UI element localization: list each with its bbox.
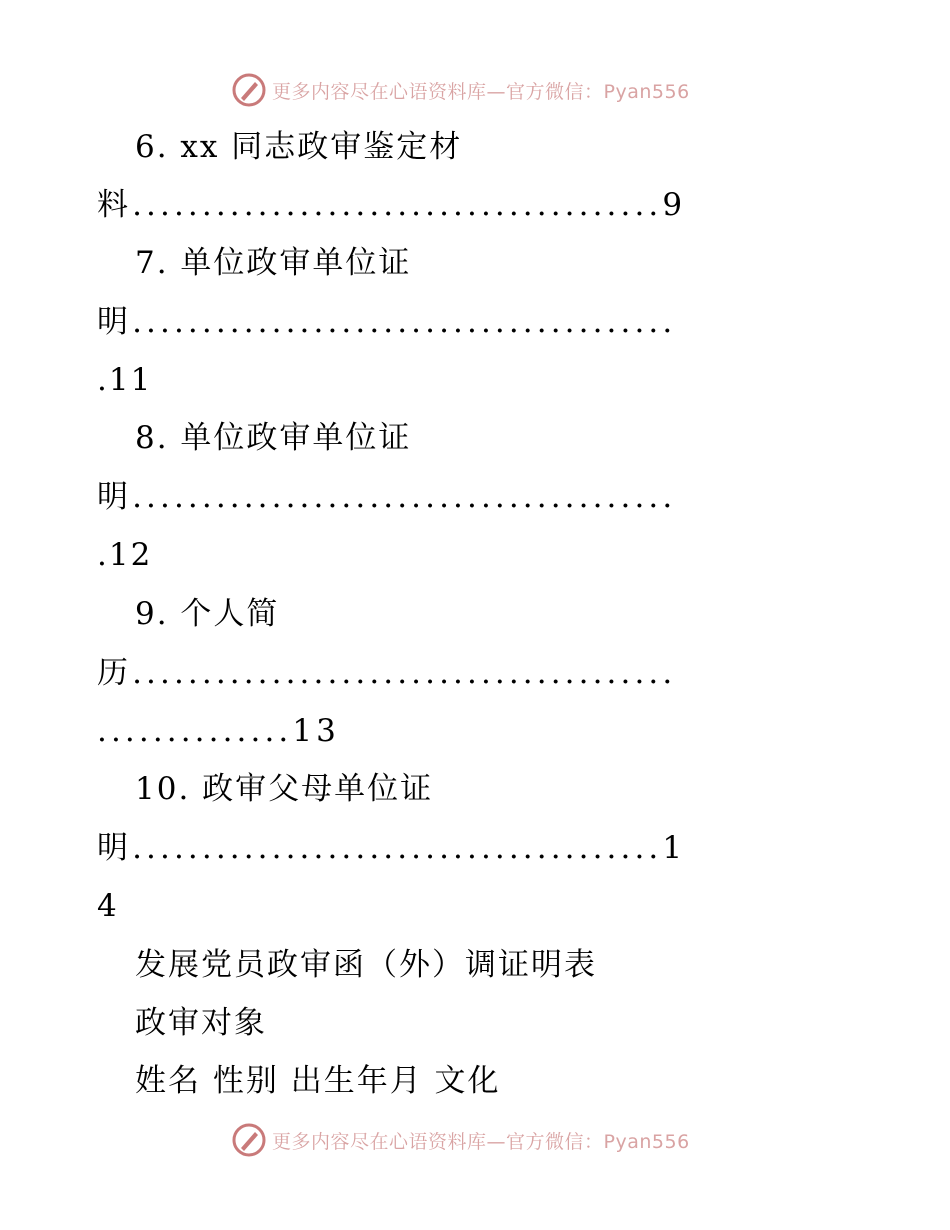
watermark-text: 更多内容尽在心语资料库—官方微信：Pyan556 [272, 1130, 690, 1153]
field-labels: 姓名 性别 出生年月 文化 [135, 1063, 501, 1099]
toc-entry-6-title: 6. xx 同志政审鉴定材 [135, 129, 463, 165]
pen-logo-icon [232, 1123, 266, 1157]
toc-entry-7-title: 7. 单位政审单位证 [135, 245, 412, 281]
watermark-text: 更多内容尽在心语资料库—官方微信：Pyan556 [272, 80, 690, 103]
toc-entry-7-leader: 明....................................... [97, 304, 677, 340]
toc-entry-8-leader: 明....................................... [97, 479, 677, 515]
toc-entry-10-title: 10. 政审父母单位证 [135, 771, 434, 807]
toc-entry-9-page: ..............13 [97, 713, 341, 749]
toc-entry-10-page: 4 [97, 888, 119, 924]
toc-entry-8-title: 8. 单位政审单位证 [135, 420, 412, 456]
watermark-footer [232, 1120, 712, 1160]
watermark-header [232, 70, 712, 110]
pen-logo-icon [232, 73, 266, 107]
subject-label: 政审对象 [135, 1005, 267, 1041]
toc-entry-6-leader: 料......................................9 [97, 187, 687, 223]
toc-entry-9-leader: 历....................................... [97, 655, 677, 691]
toc-entry-7-page: .11 [97, 362, 153, 398]
toc-entry-9-title: 9. 个人简 [135, 596, 280, 632]
document-heading: 发展党员政审函（外）调证明表 [135, 947, 597, 983]
toc-entry-8-page: .12 [97, 537, 153, 573]
toc-entry-10-leader: 明......................................1 [97, 830, 687, 866]
